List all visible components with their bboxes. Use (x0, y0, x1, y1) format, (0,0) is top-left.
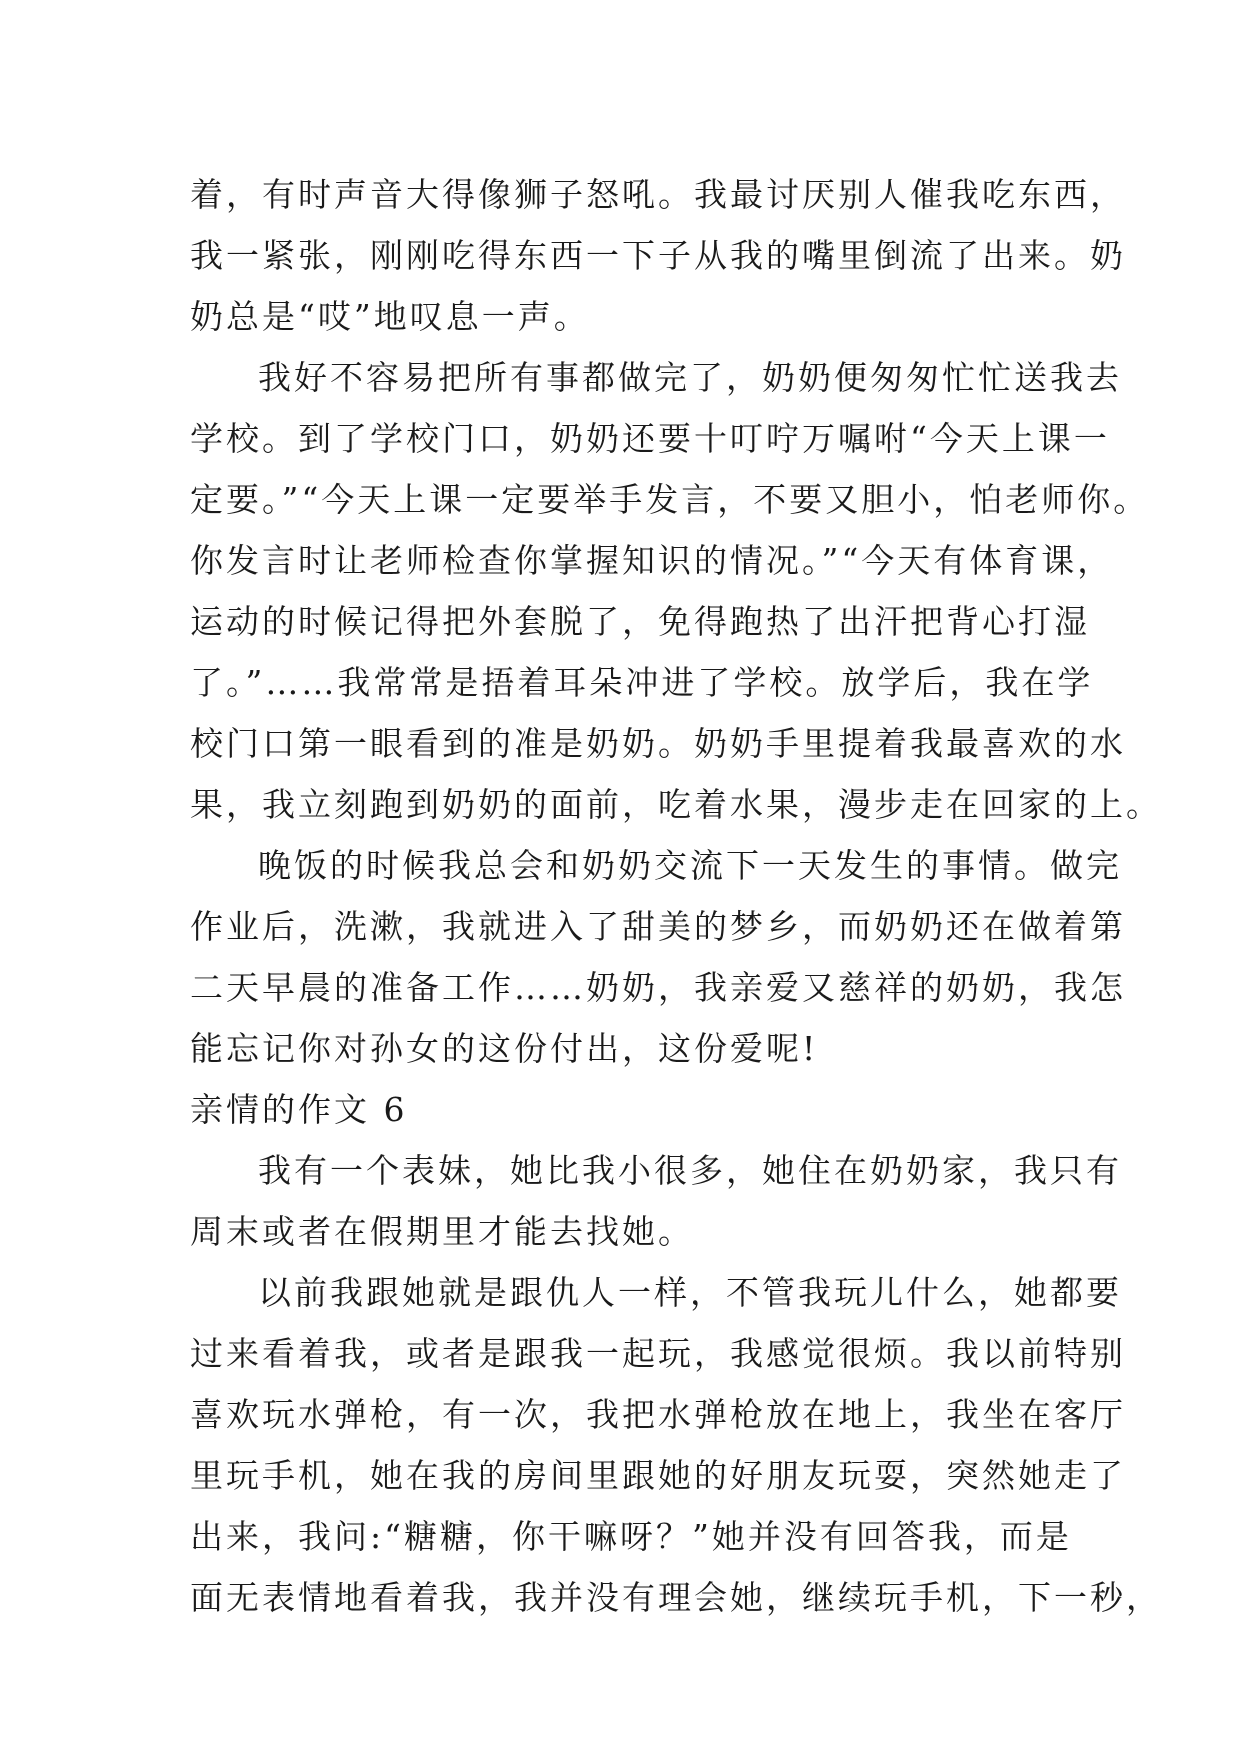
section-heading: 亲情的作文 6 (190, 1090, 408, 1129)
text-line: 二天早晨的准备工作……奶奶，我亲爱又慈祥的奶奶，我怎 (190, 968, 1126, 1007)
text-line: 过来看着我，或者是跟我一起玩，我感觉很烦。我以前特别 (190, 1334, 1126, 1373)
text-line: 以前我跟她就是跟仇人一样，不管我玩儿什么，她都要 (258, 1273, 1122, 1312)
text-line: 你发言时让老师检查你掌握知识的情况。”“今天有体育课， (190, 541, 1114, 580)
text-line: 定要。”“今天上课一定要举手发言，不要又胆小，怕老师你。 (190, 480, 1150, 519)
text-line: 喜欢玩水弹枪，有一次，我把水弹枪放在地上，我坐在客厅 (190, 1395, 1126, 1434)
text-line: 果，我立刻跑到奶奶的面前，吃着水果，漫步走在回家的上。 (190, 785, 1162, 824)
paragraph-1 (190, 164, 1126, 347)
text-line: 作业后，洗漱，我就进入了甜美的梦乡，而奶奶还在做着第 (190, 907, 1126, 946)
paragraph-4 (190, 1140, 1122, 1262)
text-line: 出来，我问:“糖糖，你干嘛呀？”她并没有回答我，而是 (190, 1517, 1072, 1556)
text-line: 我好不容易把所有事都做完了，奶奶便匆匆忙忙送我去 (258, 358, 1122, 397)
text-line: 面无表情地看着我，我并没有理会她，继续玩手机，下一秒， (190, 1578, 1162, 1617)
text-line: 运动的时候记得把外套脱了，免得跑热了出汗把背心打湿 (190, 602, 1090, 641)
text-line: 晚饭的时候我总会和奶奶交流下一天发生的事情。做完 (258, 846, 1122, 885)
text-line: 周末或者在假期里才能去找她。 (190, 1212, 694, 1251)
paragraph-5 (190, 1262, 1162, 1628)
text-line: 校门口第一眼看到的准是奶奶。奶奶手里提着我最喜欢的水 (190, 724, 1126, 763)
text-line: 着，有时声音大得像狮子怒吼。我最讨厌别人催我吃东西， (190, 175, 1126, 214)
text-line: 我有一个表妹，她比我小很多，她住在奶奶家，我只有 (258, 1151, 1122, 1190)
text-line: 学校。到了学校门口，奶奶还要十叮咛万嘱咐“今天上课一 (190, 419, 1110, 458)
paragraph-2 (190, 347, 1162, 835)
text-line: 能忘记你对孙女的这份付出，这份爱呢! (190, 1029, 819, 1068)
document-body (190, 164, 1162, 1628)
text-line: 了。”……我常常是捂着耳朵冲进了学校。放学后，我在学 (190, 663, 1094, 702)
text-line: 里玩手机，她在我的房间里跟她的好朋友玩耍，突然她走了 (190, 1456, 1126, 1495)
paragraph-3 (190, 835, 1126, 1079)
text-line: 奶总是“哎”地叹息一声。 (190, 297, 590, 336)
text-line: 我一紧张，刚刚吃得东西一下子从我的嘴里倒流了出来。奶 (190, 236, 1126, 275)
